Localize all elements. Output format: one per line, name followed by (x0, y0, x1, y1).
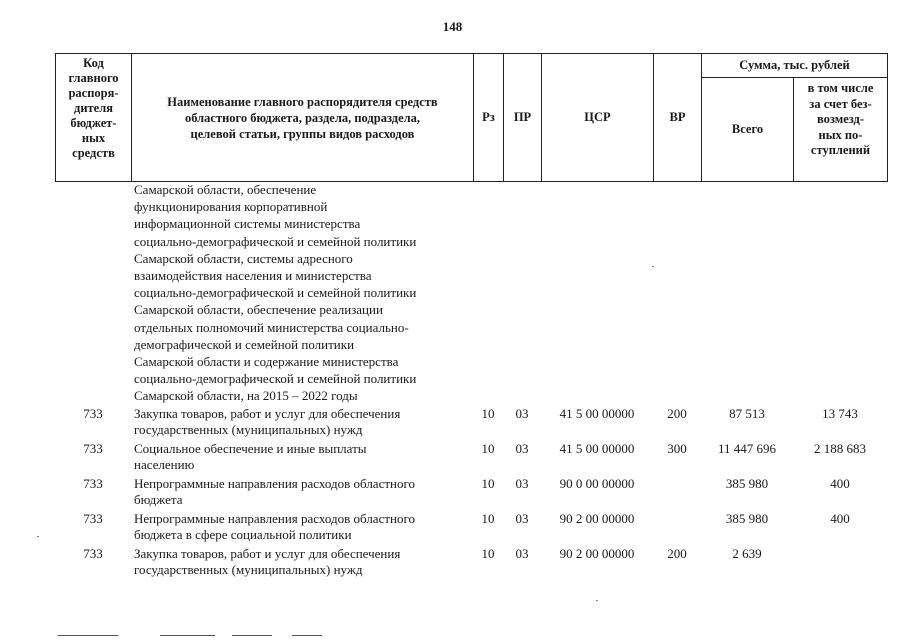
header-sum: Сумма, тыс. рублей (702, 54, 888, 78)
row-name-line: Непрограммные направления расходов областного (134, 511, 415, 526)
header-gratis-line: ступлений (810, 143, 871, 157)
header-code-line: главного (68, 71, 119, 85)
row-vr: 300 (667, 441, 687, 456)
row-code: 733 (83, 406, 103, 421)
scan-edge-marks (0, 632, 905, 640)
row-gratis: 2 188 683 (814, 441, 866, 456)
row-vr: 200 (667, 546, 687, 561)
row-total: 87 513 (729, 406, 765, 421)
scan-mark (160, 635, 215, 636)
row-code: 733 (83, 441, 103, 456)
row-code: 733 (83, 511, 103, 526)
row-name (134, 441, 474, 473)
header-code-line: дителя (74, 101, 113, 115)
row-name-line: населению (134, 457, 195, 472)
row-csr: 90 0 00 00000 (559, 476, 635, 491)
scan-speck (596, 600, 598, 601)
continuation-line: Самарской области, обеспечение реализации (134, 302, 383, 318)
row-rz: 10 (481, 511, 495, 526)
continuation-line: социально-демографической и семейной политики (134, 285, 417, 301)
row-name-line: Закупка товаров, работ и услуг для обеспечения (134, 406, 401, 421)
header-name-line: Наименование главного распорядителя средств (167, 94, 438, 109)
row-total: 11 447 696 (717, 441, 777, 456)
row-pr: 03 (515, 406, 529, 421)
row-pr: 03 (515, 511, 529, 526)
row-rz: 10 (481, 406, 495, 421)
row-pr: 03 (515, 546, 529, 561)
row-pr: 03 (515, 441, 529, 456)
scan-mark (232, 635, 272, 636)
row-name-line: Непрограммные направления расходов областного (134, 476, 415, 491)
row-pr: 03 (515, 476, 529, 491)
continuation-line: социально-демографической и семейной политики (134, 233, 417, 249)
scan-mark (292, 635, 322, 636)
row-name (134, 476, 474, 508)
header-code-line: распоря- (68, 86, 119, 100)
row-rz: 10 (481, 546, 495, 561)
row-name-line: бюджета (134, 492, 183, 507)
continuation-line: информационной системы министерства (134, 216, 361, 232)
row-name (134, 406, 474, 438)
row-gratis: 13 743 (822, 406, 858, 421)
scan-mark (58, 635, 118, 636)
table-header (55, 53, 888, 182)
page-number: 148 (442, 19, 463, 34)
header-name-line: областного бюджета, раздела, подраздела, (184, 110, 421, 125)
header-pr: ПР (504, 54, 542, 182)
scan-speck (652, 266, 654, 267)
row-gratis: 400 (830, 511, 850, 526)
header-gratis-line: ных по- (818, 127, 863, 142)
row-code: 733 (83, 476, 103, 491)
header-code-line: бюджет- (70, 116, 117, 130)
header-gratis-line: в том числе (807, 81, 874, 95)
row-total: 385 980 (725, 511, 769, 526)
header-gratis-line: за счет без- (809, 96, 872, 111)
row-code: 733 (83, 546, 103, 561)
row-name-line: государственных (муниципальных) нужд (134, 422, 363, 437)
header-code-line: ных (81, 131, 106, 145)
row-name (134, 546, 474, 578)
continuation-line: Самарской области, обеспечение (134, 182, 317, 197)
row-csr: 41 5 00 00000 (559, 406, 635, 421)
row-csr: 90 2 00 00000 (559, 511, 635, 526)
row-vr: 200 (667, 406, 687, 421)
row-name-line: государственных (муниципальных) нужд (134, 562, 363, 577)
row-name-line: бюджета в сфере социальной политики (134, 527, 352, 542)
continuation-line: отдельных полномочий министерства социально- (134, 319, 409, 335)
continuation-line: функционирования корпоративной (134, 199, 328, 215)
header-code (56, 54, 132, 182)
header-vr: ВР (654, 54, 702, 182)
row-csr: 41 5 00 00000 (559, 441, 635, 456)
header-rz: Рз (474, 54, 504, 182)
row-csr: 90 2 00 00000 (559, 546, 635, 561)
continuation-line: Самарской области и содержание министерства (134, 354, 399, 370)
continuation-line: Самарской области, системы адресного (134, 250, 353, 266)
row-total: 2 639 (732, 546, 762, 561)
continuation-text (134, 181, 479, 405)
header-gratis (794, 78, 888, 182)
continuation-line: демографической и семейной политики (134, 336, 355, 352)
header-total: Всего (702, 78, 794, 182)
row-name-line: Социальное обеспечение и иные выплаты (134, 441, 367, 456)
row-total: 385 980 (725, 476, 769, 491)
continuation-line: Самарской области, на 2015 – 2022 годы (134, 388, 358, 404)
row-gratis: 400 (830, 476, 850, 491)
header-code-line: Код (83, 56, 104, 70)
header-code-line: средств (72, 146, 115, 160)
row-name (134, 511, 474, 543)
header-name (132, 54, 474, 182)
scan-speck (37, 536, 39, 537)
row-rz: 10 (481, 476, 495, 491)
header-csr: ЦСР (542, 54, 654, 182)
continuation-line: социально-демографической и семейной политики (134, 371, 417, 387)
header-name-line: целевой статьи, группы видов расходов (190, 126, 415, 141)
header-gratis-line: возмезд- (816, 112, 865, 126)
row-name-line: Закупка товаров, работ и услуг для обеспечения (134, 546, 401, 561)
continuation-line: взаимодействия населения и министерства (134, 268, 372, 284)
row-rz: 10 (481, 441, 495, 456)
